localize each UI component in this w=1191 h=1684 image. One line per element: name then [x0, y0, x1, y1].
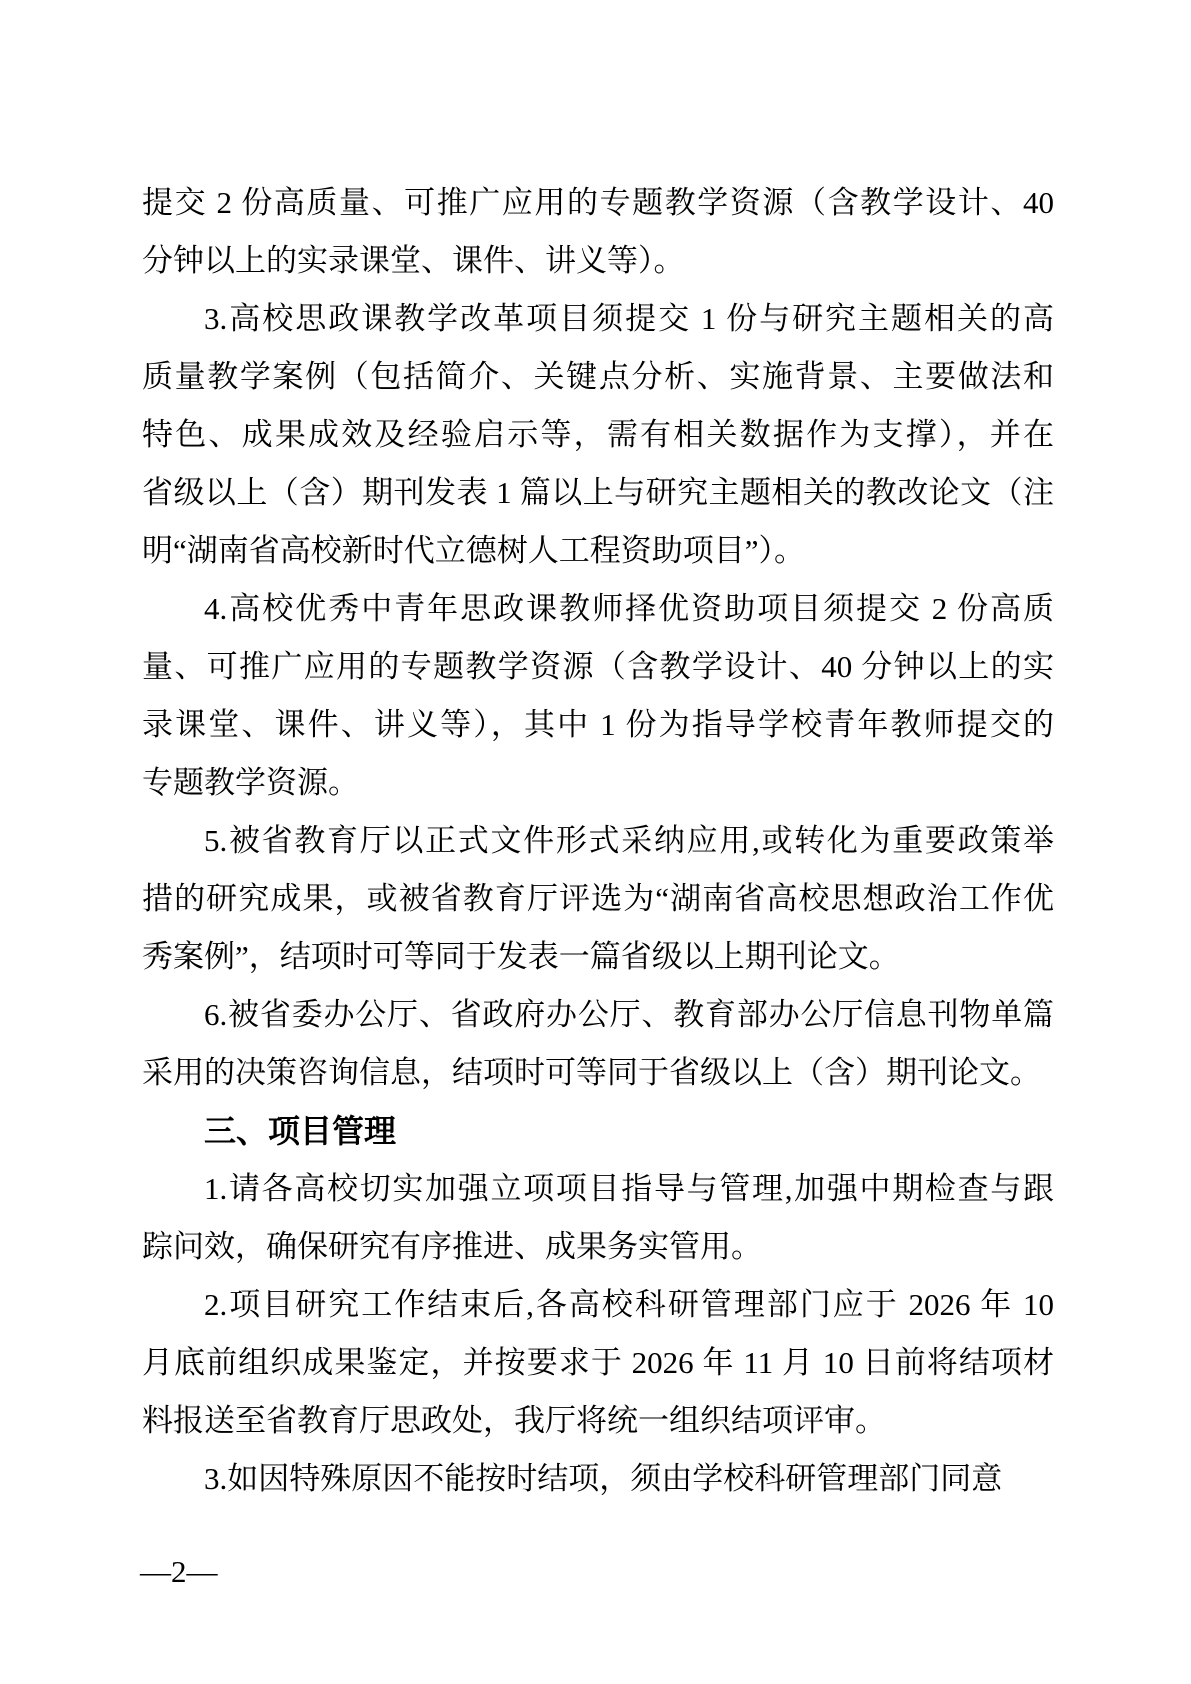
text-line: 省级以上（含）期刊发表 1 篇以上与研究主题相关的教改论文（注: [142, 475, 1054, 510]
text-line: 专题教学资源。: [142, 765, 359, 800]
text-line: 明“湖南省高校新时代立德树人工程资助项目”）。: [142, 533, 806, 568]
text-line: 录课堂、课件、讲义等），其中 1 份为指导学校青年教师提交的: [142, 707, 1054, 742]
text-line: 料报送至省教育厅思政处，我厅将统一组织结项评审。: [142, 1403, 886, 1438]
paragraph: [142, 1160, 1054, 1276]
paragraph: [142, 986, 1054, 1102]
text-line: 特色、成果成效及经验启示等，需有相关数据作为支撑），并在: [142, 417, 1054, 452]
text-line: 3.如因特殊原因不能按时结项，须由学校科研管理部门同意: [204, 1461, 1003, 1496]
text-line: 分钟以上的实录课堂、课件、讲义等）。: [142, 243, 685, 278]
text-line: 4.高校优秀中青年思政课教师择优资助项目须提交 2 份高质: [204, 591, 1054, 626]
paragraph: [142, 1276, 1054, 1450]
text-line: 提交 2 份高质量、可推广应用的专题教学资源（含教学设计、40: [142, 185, 1054, 220]
text-line: 3.高校思政课教学改革项目须提交 1 份与研究主题相关的高: [204, 301, 1054, 336]
text-line: 量、可推广应用的专题教学资源（含教学设计、40 分钟以上的实: [142, 649, 1054, 684]
text-line: 三、项目管理: [204, 1113, 397, 1149]
text-line: 质量教学案例（包括简介、关键点分析、实施背景、主要做法和: [142, 359, 1054, 394]
paragraph: [142, 812, 1054, 986]
page-number: —2—: [140, 1554, 218, 1589]
text-line: 5.被省教育厅以正式文件形式采纳应用,或转化为重要政策举: [204, 823, 1054, 858]
text-line: 秀案例”，结项时可等同于发表一篇省级以上期刊论文。: [142, 939, 900, 974]
paragraph: [142, 290, 1054, 580]
text-line: 踪问效，确保研究有序推进、成果务实管用。: [142, 1229, 762, 1264]
text-line: 1.请各高校切实加强立项项目指导与管理,加强中期检查与跟: [204, 1171, 1054, 1206]
section-heading: [142, 1102, 1054, 1160]
text-line: 采用的决策咨询信息，结项时可等同于省级以上（含）期刊论文。: [142, 1055, 1041, 1090]
text-line: 月底前组织成果鉴定，并按要求于 2026 年 11 月 10 日前将结项材: [142, 1345, 1054, 1380]
text-line: 2.项目研究工作结束后,各高校科研管理部门应于 2026 年 10: [204, 1287, 1054, 1322]
document-body: [142, 174, 1054, 1508]
paragraph: [142, 1450, 1054, 1508]
page-footer: [140, 1543, 218, 1601]
paragraph: [142, 174, 1054, 290]
text-line: 措的研究成果，或被省教育厅评选为“湖南省高校思想政治工作优: [142, 881, 1054, 916]
paragraph: [142, 580, 1054, 812]
text-line: 6.被省委办公厅、省政府办公厅、教育部办公厅信息刊物单篇: [204, 997, 1054, 1032]
